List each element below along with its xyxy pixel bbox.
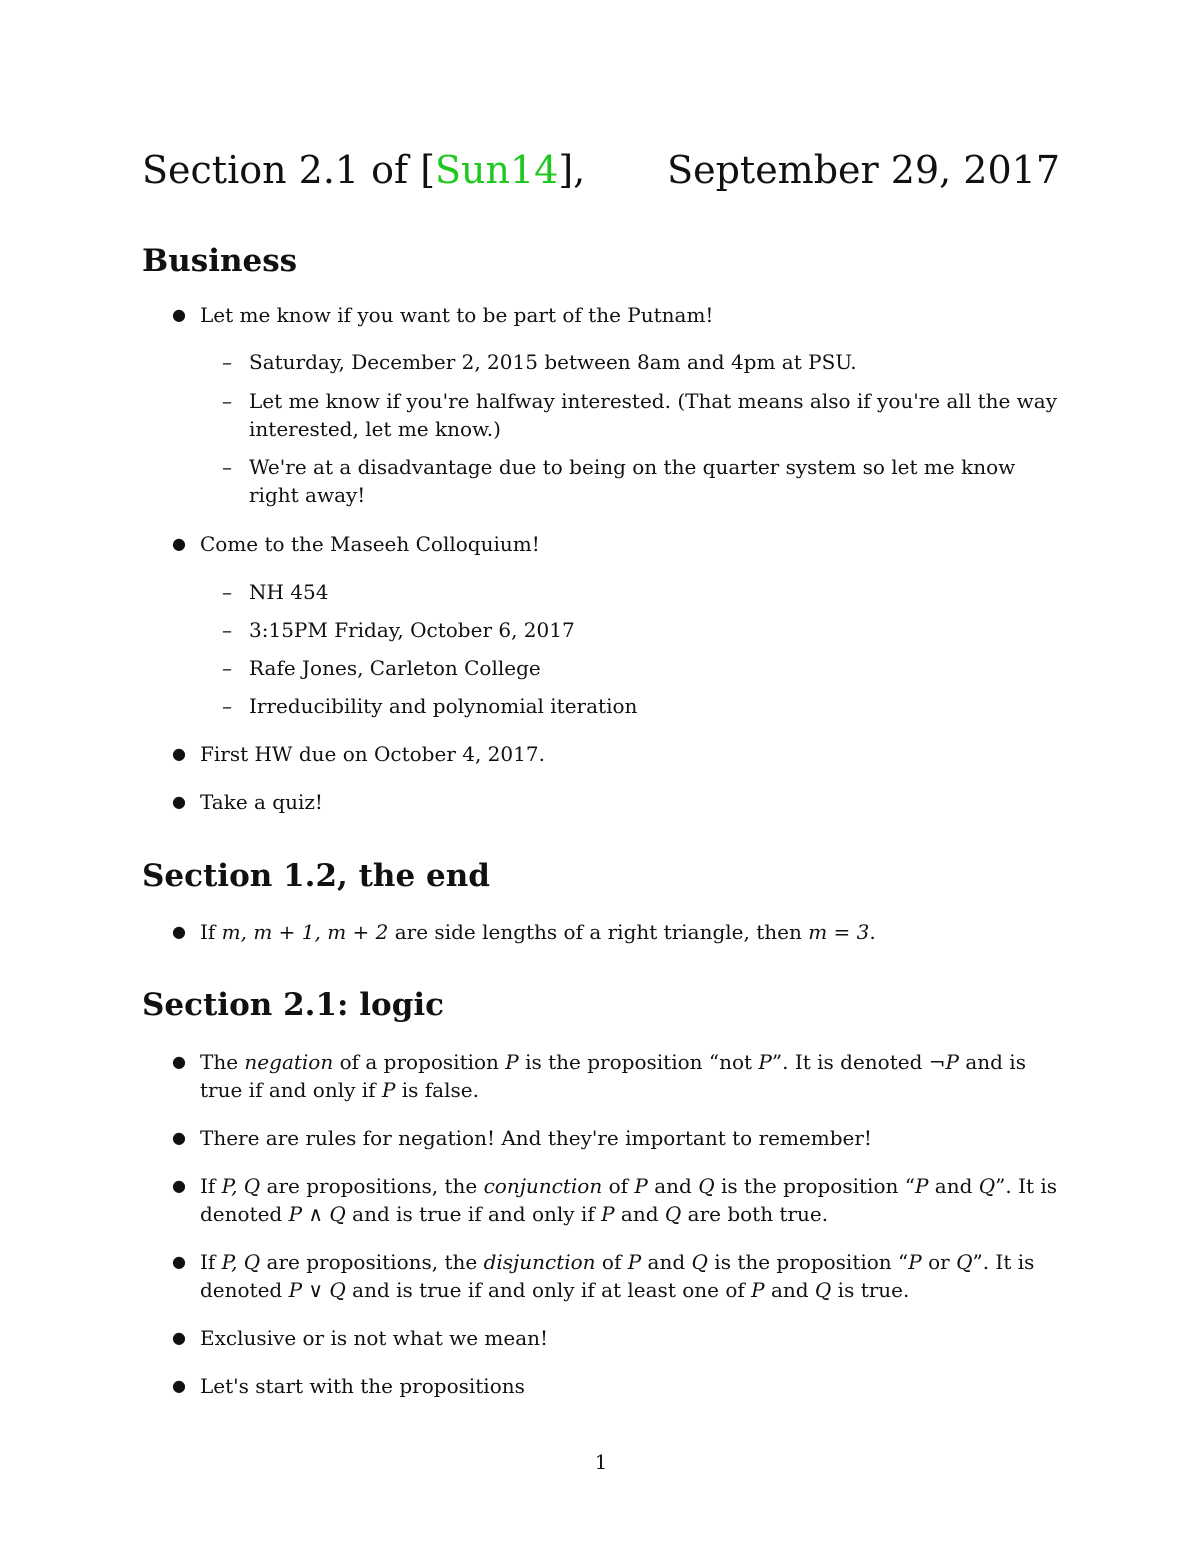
heading-section-2-1: Section 2.1: logic [142,987,445,1023]
bullet-icon: ● [172,534,186,553]
dash-icon: – [222,580,232,604]
bullet-icon: ● [172,922,186,941]
dash-icon: – [222,656,232,680]
bullet-icon: ● [172,1052,186,1071]
document-page: Section 2.1 of [Sun14], September 29, 2017 Business ● Let me know if you want to be part of the Putnam! – Saturday, December 2, 2015 between 8am and 4pm at PSU. – Let me know if you're halfway interested. (That means also if you're all the way interested, let me know.) – We're at a disadvantage due to being on the quarter system so let me know right away! ● Come to the Maseeh Colloquium! – NH 454 – 3:15PM Friday, October 6, 2017 – Rafe Jones, Carleton College – Irreducibility and polynomial iteration ● First HW due on October 4, 2017. ● Take a quiz! Section 1.2, the end ● If m, m + 1, m + 2 are side lengths of a right triangle, then m = 3. Section 2.1: logic ● The negation of a proposition P is the proposition “not P”. It is denoted ¬P and is true if and only if P is false. ● There are rules for negation! And they're important to remember! ● If P, Q are propositions, the conjunction of P and Q is the proposition “P and Q”. It is denoted P ∧ Q and is true if and only if P and Q are both true. ● If P, Q are propositions, the disjunction of P and Q is the proposition “P or Q”. It is denoted P ∨ Q and is true if and only if at least one of P and Q is true. ● Exclusive or is not what we mean! ● Let's start with the propositions 1 [142,0,1060,1553]
citation-link[interactable]: Sun14 [435,148,559,192]
page-title [142,140,1060,200]
title-left: Section 2.1 of [Sun14], [142,148,586,192]
dash-icon: – [222,389,232,413]
bullet-icon: ● [172,1328,186,1347]
title-date: September 29, 2017 [667,148,1060,192]
heading-section-1-2: Section 1.2, the end [142,858,490,894]
bullet-icon: ● [172,1376,186,1395]
dash-icon: – [222,350,232,374]
bullet-icon: ● [172,1176,186,1195]
bullet-icon: ● [172,744,186,763]
dash-icon: – [222,694,232,718]
heading-business: Business [142,243,298,279]
bullet-icon: ● [172,1128,186,1147]
page-number: 1 [594,1450,608,1474]
bullet-icon: ● [172,792,186,811]
dash-icon: – [222,618,232,642]
bullet-icon: ● [172,305,186,324]
dash-icon: – [222,455,232,479]
bullet-icon: ● [172,1252,186,1271]
